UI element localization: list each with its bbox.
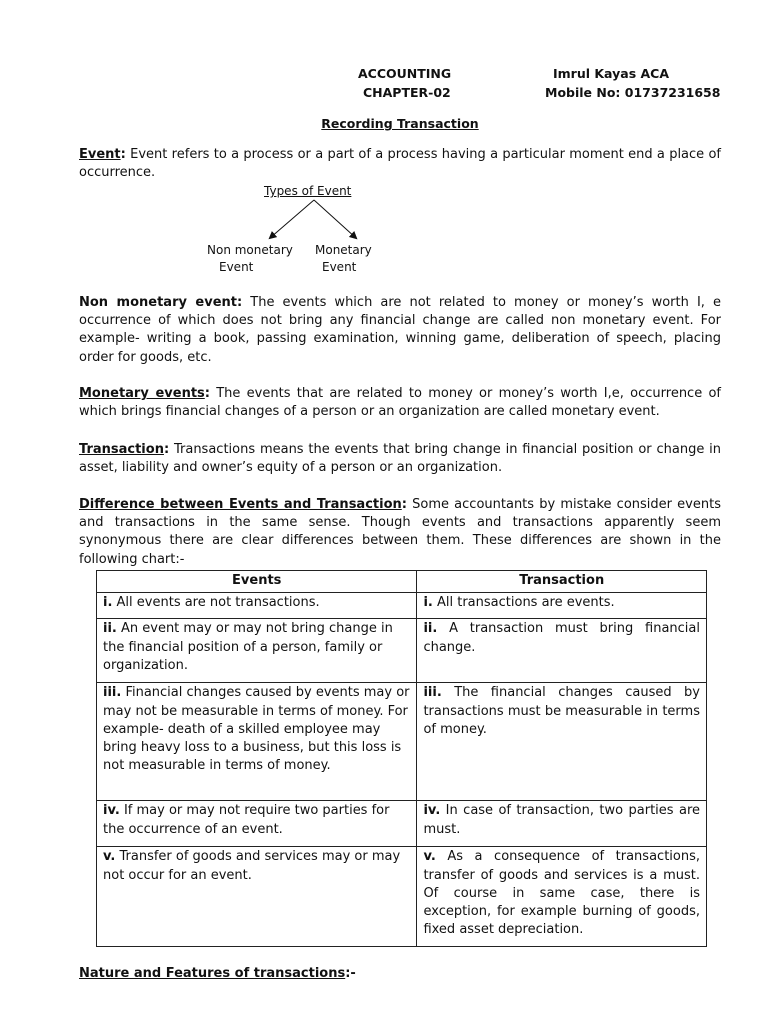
table-row — [97, 847, 707, 947]
transaction-text: Transactions means the events that bring change in financial position or change in asset, liability and owner’s equity of a person or an organization. — [79, 442, 721, 476]
cell-text: An event may or may not bring change in the financial position of a person, family or organization. — [103, 621, 393, 673]
arrow-right — [314, 200, 356, 238]
diagram-left-line1: Non monetary — [207, 243, 293, 257]
row-number: iii. — [103, 685, 122, 701]
nature-features-heading — [79, 966, 356, 981]
arrow-left — [270, 200, 314, 238]
page-title — [0, 116, 768, 131]
table-row — [97, 801, 707, 847]
non-monetary-text: The events which are not related to money or money’s worth I, e occurrence of which does not bring any financial change are called non monetary event. For example- writing a book, passing examination, winning game, deliberation of speech, placing order for goods, etc. — [79, 295, 721, 365]
transaction-cell — [417, 847, 707, 947]
row-number: iv. — [423, 803, 441, 819]
non-monetary-term: Non monetary event: — [79, 295, 243, 310]
events-cell — [97, 801, 417, 847]
difference-table — [96, 570, 707, 947]
subject-label: ACCOUNTING — [358, 66, 452, 81]
row-number: i. — [423, 595, 433, 611]
cell-text: All transactions are events. — [432, 595, 615, 611]
transaction-cell — [417, 801, 707, 847]
page-title-text: Recording Transaction — [321, 116, 479, 131]
event-text: Event refers to a process or a part of a process having a particular moment end a place of occurrence. — [79, 147, 721, 181]
header-events: Events — [97, 571, 417, 593]
cell-text: A transaction must bring financial change. — [423, 621, 700, 655]
header-transaction: Transaction — [417, 571, 707, 593]
cell-text: Transfer of goods and services may or may not occur for an event. — [103, 849, 401, 883]
cell-text: If may or may not require two parties for the occurrence of an event. — [103, 803, 390, 837]
transaction-term-colon: : — [163, 442, 170, 457]
event-term: Event — [79, 147, 121, 162]
difference-term: Difference between Events and Transaction — [79, 497, 402, 512]
monetary-text: The events that are related to money or money’s worth I,e, occurrence of which brings financial changes of a person or an organization are called monetary event. — [79, 386, 721, 420]
event-definition — [79, 146, 721, 182]
difference-term-colon: : — [401, 497, 407, 512]
monetary-term-colon: : — [204, 386, 210, 401]
diagram-root-label: Types of Event — [264, 184, 352, 198]
cell-text: In case of transaction, two parties are must. — [423, 803, 700, 837]
cell-text: Financial changes caused by events may or may not be measurable in terms of money. For example- death of a skilled employee may bring heavy loss to a business, but this loss is not measurable in terms of money. — [103, 685, 410, 774]
non-monetary-paragraph — [79, 294, 721, 367]
difference-paragraph — [79, 496, 721, 569]
monetary-term: Monetary events — [79, 386, 205, 401]
cell-text: All events are not transactions. — [112, 595, 320, 611]
nature-suffix: :- — [345, 966, 356, 981]
table-row — [97, 683, 707, 801]
cell-text: The financial changes caused by transactions must be measurable in terms of money. — [423, 685, 700, 737]
row-number: ii. — [423, 621, 438, 637]
table-row — [97, 619, 707, 683]
diagram-right-line1: Monetary — [315, 243, 372, 257]
chapter-label: CHAPTER-02 — [363, 85, 451, 100]
row-number: iv. — [103, 803, 120, 819]
transaction-cell — [417, 593, 707, 619]
row-number: iii. — [423, 685, 442, 701]
difference-text: Some accountants by mistake consider events and transactions in the same sense. Though events and transactions apparently seem synonymous there are clear differences between them. These differences are shown in the following chart:- — [79, 497, 721, 567]
transaction-cell — [417, 619, 707, 683]
cell-text: As a consequence of transactions, transfer of goods and services is a must. Of course in same case, there is exception, for example burning of goods, fixed asset depreciation. — [423, 849, 700, 938]
events-cell — [97, 847, 417, 947]
diagram-right-line2: Event — [322, 260, 357, 274]
nature-term: Nature and Features of transactions — [79, 966, 346, 981]
diagram-arrows — [200, 180, 400, 250]
diagram-left-line2: Event — [219, 260, 254, 274]
row-number: v. — [103, 849, 116, 865]
types-of-event-diagram — [200, 180, 400, 280]
row-number: ii. — [103, 621, 117, 637]
transaction-term: Transaction — [79, 442, 164, 457]
events-cell — [97, 683, 417, 801]
table-row — [97, 593, 707, 619]
event-term-colon: : — [120, 147, 126, 162]
table-header-row — [97, 571, 707, 593]
row-number: i. — [103, 595, 113, 611]
events-cell — [97, 593, 417, 619]
transaction-paragraph — [79, 441, 721, 477]
events-cell — [97, 619, 417, 683]
row-number: v. — [423, 849, 436, 865]
author-name: Imrul Kayas ACA — [553, 66, 670, 81]
mobile-number: Mobile No: 01737231658 — [545, 85, 721, 100]
transaction-cell — [417, 683, 707, 801]
monetary-paragraph — [79, 385, 721, 421]
